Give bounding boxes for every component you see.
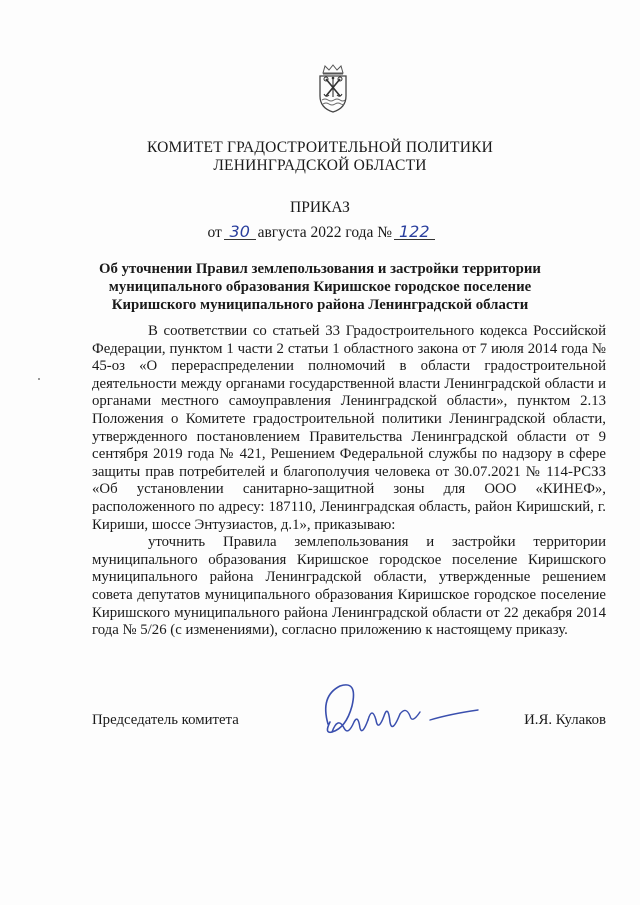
document-type-title: ПРИКАЗ bbox=[290, 199, 350, 216]
committee-name-line2: ЛЕНИНГРАДСКОЙ ОБЛАСТИ bbox=[213, 157, 427, 174]
order-subject-heading: Об уточнении Правил землепользования и застройки территории муниципального образования Киришское городское поселение Киришского муниципального района Ленинградской области bbox=[99, 261, 541, 313]
scan-speck bbox=[38, 378, 40, 380]
handwritten-day: 30 bbox=[226, 222, 254, 241]
order-body bbox=[92, 323, 606, 640]
signatory-position: Председатель комитета bbox=[92, 712, 239, 728]
handwritten-signature bbox=[310, 676, 490, 756]
signatory-name: И.Я. Кулаков bbox=[524, 712, 606, 728]
committee-name-line1: КОМИТЕТ ГРАДОСТРОИТЕЛЬНОЙ ПОЛИТИКИ bbox=[146, 139, 494, 156]
date-month-year: августа 2022 года bbox=[257, 224, 374, 241]
number-sign: № bbox=[377, 224, 393, 241]
order-date-line bbox=[0, 222, 640, 242]
body-paragraph-1: В соответствии со статьей 33 Градостроительного кодекса Российской Федерации, пунктом 1 части 2 статьи 1 областного закона от 7 июля 2014 года № 45-оз «О перераспределении полномочий в области градостроительной деятельности между органами государственной власти Ленинградской области и органами местного самоуправления Ленинградской области», пунктом 2.13 Положения о Комитете градостроительной политики Ленинградской области, утвержденного постановлением Правительства Ленинградской области от 9 сентября 2019 года № 421, Решением Федеральной службы по надзору в сфере защиты прав потребителей и благополучия человека от 30.07.2021 № 114-РСЗЗ «Об установлении санитарно-защитной зоны для ООО «КИНЕФ», расположенного по адресу: 187110, Ленинградская область, район Киришский, г. Кириши, шоссе Энтузиастов, д.1», приказываю: bbox=[92, 323, 606, 533]
coat-of-arms-icon bbox=[316, 64, 350, 114]
handwritten-order-number: 122 bbox=[396, 222, 433, 241]
body-paragraph-2: уточнить Правила землепользования и застройки территории муниципального образования Киришское городское поселение Киришского муниципального района Ленинградской области, утвержденные решением совета депутатов муниципального образования Киришское городское поселение Киришского муниципального района Ленинградской области от 22 декабря 2014 года № 5/26 (с изменениями), согласно приложению к настоящему приказу. bbox=[92, 534, 606, 639]
date-prefix: от bbox=[207, 224, 222, 241]
